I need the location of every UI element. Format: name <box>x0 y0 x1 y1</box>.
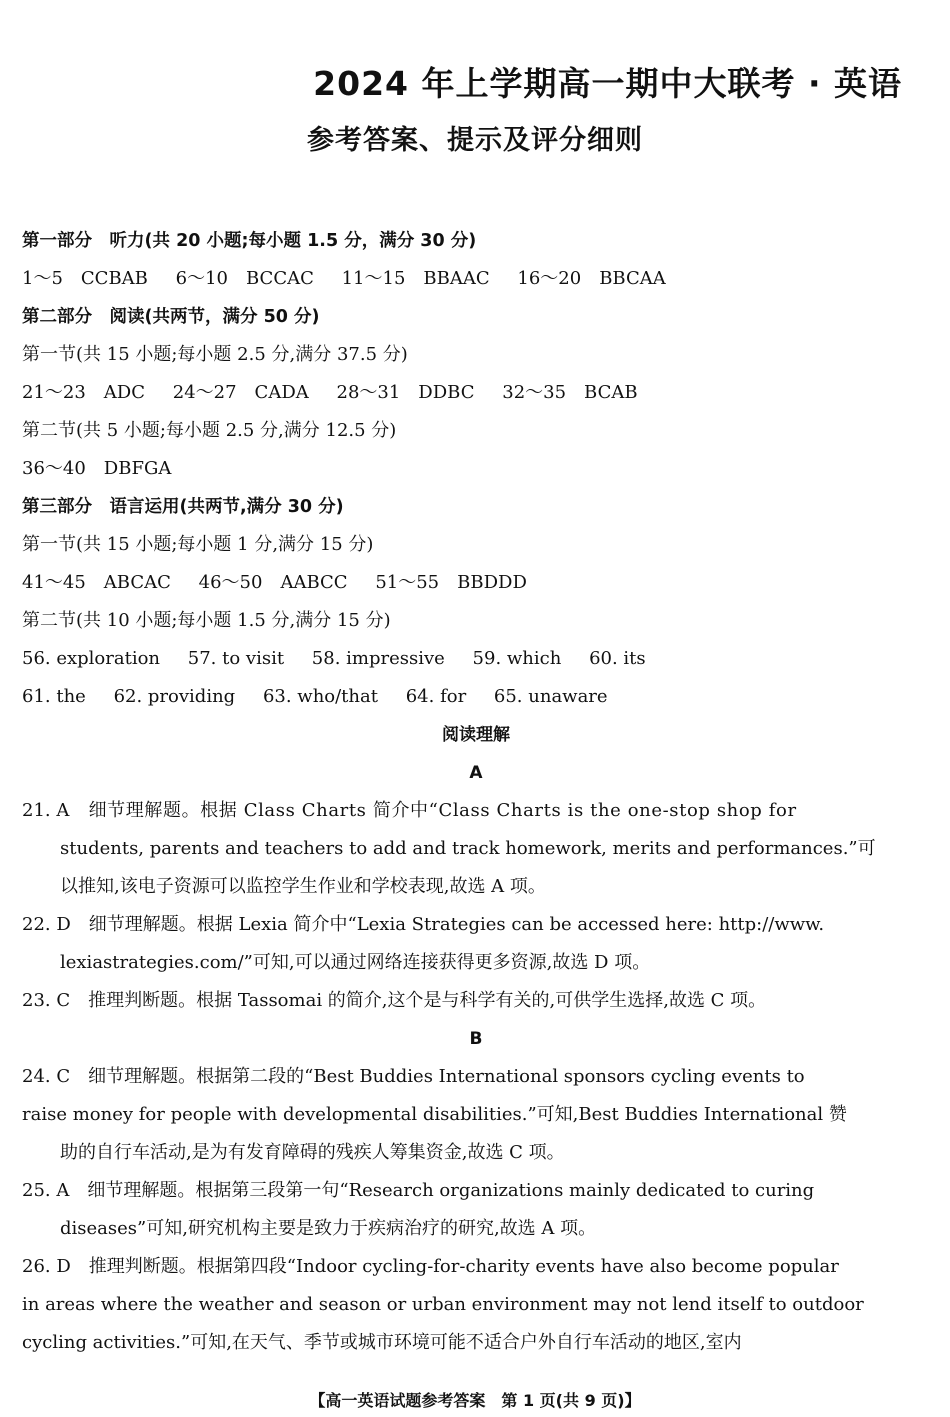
explanation-21 <box>22 792 930 830</box>
answer-body <box>22 222 930 1362</box>
part3-section1-answers <box>22 564 930 602</box>
explanation-text: cycling activities.”可知,在天气、季节或城市环境可能不适合户外自行车活动的地区,室内 <box>22 1332 742 1353</box>
question-number: 22. <box>22 914 51 935</box>
page-subtitle: 参考答案、提示及评分细则 <box>307 125 643 156</box>
cloze-answer: 58. impressive <box>311 648 445 669</box>
explanation-text: C 细节理解题。根据第二段的“Best Buddies International sponsors cycling events to <box>56 1066 805 1087</box>
part3-section2-heading: 第二节(共 10 小题;每小题 1.5 分,满分 15 分) <box>22 610 391 631</box>
answer-group: 36～40 DBFGA <box>22 458 172 479</box>
explanation-text: D 推理判断题。根据第四段“Indoor cycling-for-charity events have also become popular <box>56 1256 839 1277</box>
answer-group: 32～35 BCAB <box>502 382 638 403</box>
cloze-answer: 61. the <box>22 686 86 707</box>
page-title: 2024 年上学期高一期中大联考 · 英语 <box>313 64 902 103</box>
part2-heading: 第二部分 阅读(共两节，满分 50 分) <box>22 307 320 327</box>
page-footer: 【高一英语试题参考答案 第 1 页(共 9 页)】 <box>309 1391 641 1410</box>
answer-group: 28～31 DDBC <box>336 382 475 403</box>
passage-b-label: B <box>469 1029 483 1049</box>
cloze-answer: 63. who/that <box>262 686 378 707</box>
part3-row2 <box>22 678 930 716</box>
part1-heading: 第一部分 听力(共 20 小题;每小题 1.5 分，满分 30 分) <box>22 231 477 251</box>
cloze-answer: 62. providing <box>113 686 236 707</box>
cloze-answer: 56. exploration <box>22 648 161 669</box>
explanation-text: D 细节理解题。根据 Lexia 简介中“Lexia Strategies can be accessed here: http://www. <box>56 914 825 935</box>
part3-section1-heading: 第一节(共 15 小题;每小题 1 分,满分 15 分) <box>22 534 374 555</box>
explanation-26 <box>22 1248 930 1286</box>
answer-group: 11～15 BBAAC <box>341 268 490 289</box>
question-number: 21. <box>22 800 51 821</box>
explanation-25 <box>22 1172 930 1210</box>
explanation-text: A 细节理解题。根据 Class Charts 简介中“Class Charts is the one-stop shop for <box>56 800 797 821</box>
part2-section1-answers <box>22 374 930 412</box>
question-number: 26. <box>22 1256 51 1277</box>
explanation-text: C 推理判断题。根据 Tassomai 的简介,这个是与科学有关的,可供学生选择,故选 C 项。 <box>56 990 767 1011</box>
explanation-text: lexiastrategies.com/”可知,可以通过网络连接获得更多资源,故选 D 项。 <box>60 952 651 973</box>
explanation-text: A 细节理解题。根据第三段第一句“Research organizations mainly dedicated to curing <box>56 1180 815 1201</box>
cloze-answer: 64. for <box>405 686 467 707</box>
question-number: 24. <box>22 1066 51 1087</box>
cloze-answer: 65. unaware <box>493 686 608 707</box>
passage-a-label: A <box>469 763 483 783</box>
answer-group: 24～27 CADA <box>172 382 309 403</box>
answer-group: 16～20 BBCAA <box>517 268 666 289</box>
answer-group: 46～50 AABCC <box>198 572 348 593</box>
part3-row1 <box>22 640 930 678</box>
answer-group: 1～5 CCBAB <box>22 268 148 289</box>
cloze-answer: 60. its <box>589 648 646 669</box>
explanation-24 <box>22 1058 930 1096</box>
part1-answers <box>22 260 930 298</box>
explanation-22 <box>22 906 930 944</box>
question-number: 25. <box>22 1180 51 1201</box>
part2-section2-heading: 第二节(共 5 小题;每小题 2.5 分,满分 12.5 分) <box>22 420 397 441</box>
cloze-answer: 59. which <box>472 648 562 669</box>
cloze-answer: 57. to visit <box>187 648 285 669</box>
part2-section1-heading: 第一节(共 15 小题;每小题 2.5 分,满分 37.5 分) <box>22 344 408 365</box>
explanation-text: students, parents and teachers to add and track homework, merits and performances.”可 <box>60 838 876 859</box>
answer-group: 6～10 BCCAC <box>175 268 314 289</box>
explanation-text: raise money for people with developmental disabilities.”可知,Best Buddies International 赞 <box>22 1104 847 1125</box>
explanation-text: in areas where the weather and season or urban environment may not lend itself to outdoor <box>22 1294 864 1315</box>
reading-heading: 阅读理解 <box>442 725 510 745</box>
explanation-text: 助的自行车活动,是为有发育障碍的残疾人筹集资金,故选 C 项。 <box>60 1142 565 1163</box>
explanation-23 <box>22 982 930 1020</box>
explanation-text: diseases”可知,研究机构主要是致力于疾病治疗的研究,故选 A 项。 <box>60 1218 597 1239</box>
part3-heading: 第三部分 语言运用(共两节,满分 30 分) <box>22 497 344 517</box>
question-number: 23. <box>22 990 51 1011</box>
answer-group: 21～23 ADC <box>22 382 146 403</box>
part2-section2-answers <box>22 450 930 488</box>
answer-group: 41～45 ABCAC <box>22 572 171 593</box>
explanation-text: 以推知,该电子资源可以监控学生作业和学校表现,故选 A 项。 <box>60 876 546 897</box>
answer-group: 51～55 BBDDD <box>375 572 527 593</box>
